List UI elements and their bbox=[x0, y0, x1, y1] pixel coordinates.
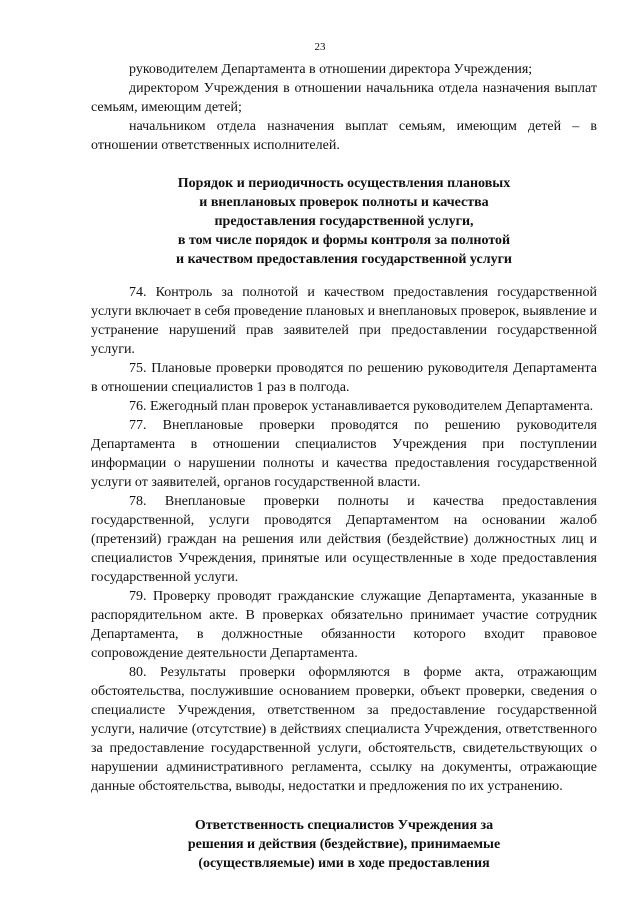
heading-line: (осуществляемые) ими в ходе предоставления bbox=[198, 856, 490, 871]
heading-line: и качеством предоставления государственной услуги bbox=[176, 252, 512, 267]
heading-line: Ответственность специалистов Учреждения за bbox=[194, 818, 494, 833]
section-heading-control bbox=[91, 174, 597, 269]
intro-paragraph: начальником отдела назначения выплат семьям, имеющим детей – в отношении ответственных исполнителей. bbox=[91, 119, 597, 153]
paragraph-76: 76. Ежегодный план проверок устанавливается руководителем Департамента. bbox=[129, 399, 594, 414]
paragraph-78: 78. Внеплановые проверки полноты и качества предоставления государственной, услуги проводятся Департаментом на основании жалоб (претензий) граждан на решения или действия (бездействие) должностных лиц и специалистов Учреждения, принятые или осуществленные в ходе предоставления государственной услуги. bbox=[91, 494, 597, 585]
heading-line: решения и действия (бездействие), принимаемые bbox=[187, 837, 501, 852]
heading-line: и внеплановых проверок полноты и качества bbox=[199, 195, 489, 210]
heading-line: в том числе порядок и формы контроля за полнотой bbox=[177, 233, 511, 248]
heading-line: предоставления государственной услуги, bbox=[214, 214, 474, 229]
page-content bbox=[91, 60, 597, 873]
heading-line: Порядок и периодичность осуществления плановых bbox=[177, 176, 511, 191]
paragraph-80: 80. Результаты проверки оформляются в форме акта, отражающим обстоятельства, послужившие основанием проверки, объект проверки, сведения о специалисте Учреждения, ответственном за предоставление государственной услуги, наличие (отсутствие) в действиях специалиста Учреждения, ответственного за предоставление государственной услуги, обстоятельств, свидетельствующих о нарушении административного регламента, ссылку на документы, отражающие данные обстоятельства, выводы, недостатки и предложения по их устранению. bbox=[91, 665, 597, 794]
intro-paragraph: директором Учреждения в отношении начальника отдела назначения выплат семьям, имеющим детей; bbox=[91, 81, 597, 115]
paragraph-77: 77. Внеплановые проверки проводятся по решению руководителя Департамента в отношении специалистов Учреждения при поступлении информации о нарушении полноты и качества предоставления государственной услуги от заявителей, органов государственной власти. bbox=[91, 418, 597, 490]
section-heading-responsibility bbox=[91, 816, 597, 873]
intro-paragraph: руководителем Департамента в отношении директора Учреждения; bbox=[129, 62, 533, 77]
page-number: 23 bbox=[314, 41, 326, 53]
paragraph-75: 75. Плановые проверки проводятся по решению руководителя Департамента в отношении специалистов 1 раз в полгода. bbox=[91, 361, 597, 395]
paragraph-79: 79. Проверку проводят гражданские служащие Департамента, указанные в распорядительном акте. В проверках обязательно принимает участие сотрудник Департамента, в должностные обязанности которого входит правовое сопровождение деятельности Департамента. bbox=[91, 589, 597, 661]
paragraph-74: 74. Контроль за полнотой и качеством предоставления государственной услуги включает в себя проведение плановых и внеплановых проверок, выявление и устранение нарушений прав заявителей при предоставлении государственной услуги. bbox=[91, 285, 597, 357]
